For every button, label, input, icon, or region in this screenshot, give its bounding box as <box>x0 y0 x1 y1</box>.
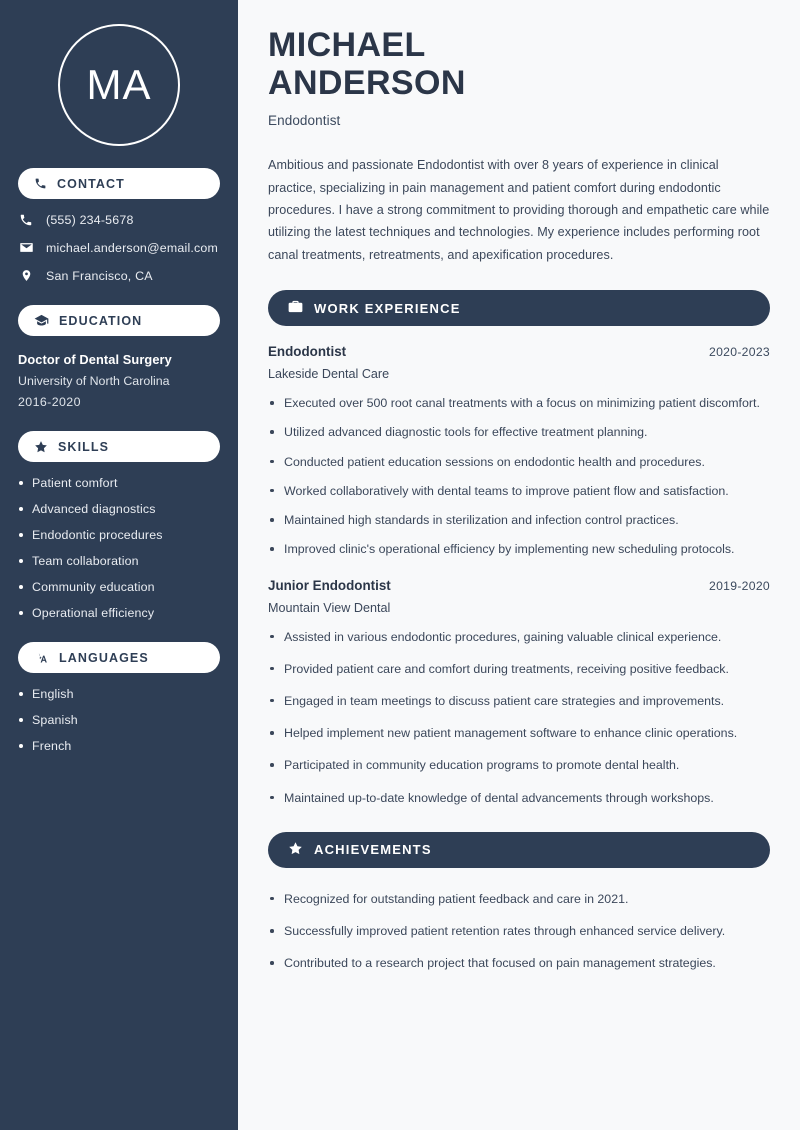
job-company: Mountain View Dental <box>268 600 391 615</box>
contact-list <box>18 213 220 283</box>
contact-phone-value: (555) 234-5678 <box>46 213 134 227</box>
education-school: University of North Carolina <box>18 374 170 388</box>
work-experience-heading: WORK EXPERIENCE <box>314 300 461 316</box>
list-item: Community education <box>18 580 220 594</box>
sidebar-section-contact <box>18 168 220 199</box>
education-entry <box>18 352 220 409</box>
avatar <box>18 24 220 146</box>
list-item: Advanced diagnostics <box>18 502 220 516</box>
contact-location <box>18 268 220 283</box>
list-item: Improved clinic's operational efficiency by implementing new scheduling protocols. <box>268 540 770 559</box>
phone-icon <box>34 177 47 190</box>
translate-icon <box>34 650 49 665</box>
last-name: ANDERSON <box>268 64 466 103</box>
skills-heading: SKILLS <box>58 439 110 454</box>
contact-email <box>18 240 220 255</box>
job-bullets <box>268 628 770 808</box>
page-title <box>268 26 770 102</box>
main-content <box>238 0 800 1130</box>
list-item: Executed over 500 root canal treatments with a focus on minimizing patient discomfort. <box>268 394 770 413</box>
star-icon <box>288 841 303 859</box>
job-bullets <box>268 394 770 559</box>
education-degree: Doctor of Dental Surgery <box>18 352 172 367</box>
list-item: Operational efficiency <box>18 606 220 620</box>
section-header-work-experience <box>268 290 770 326</box>
education-years: 2016-2020 <box>18 395 81 409</box>
achievements-list <box>268 890 770 974</box>
monogram-initials: MA <box>58 24 180 146</box>
list-item: Assisted in various endodontic procedures, gaining valuable clinical experience. <box>268 628 770 647</box>
contact-location-value: San Francisco, CA <box>46 268 153 283</box>
list-item: Contributed to a research project that focused on pain management strategies. <box>268 954 770 973</box>
languages-heading: LANGUAGES <box>59 650 149 665</box>
briefcase-icon <box>288 299 303 317</box>
list-item: Participated in community education programs to promote dental health. <box>268 756 770 775</box>
list-item: Team collaboration <box>18 554 220 568</box>
list-item: Worked collaboratively with dental teams to improve patient flow and satisfaction. <box>268 482 770 501</box>
graduation-cap-icon <box>34 313 49 328</box>
sidebar <box>0 0 238 1130</box>
star-icon <box>34 440 48 454</box>
job-dates: 2020-2023 <box>709 345 770 360</box>
list-item: Recognized for outstanding patient feedback and care in 2021. <box>268 890 770 909</box>
achievements-heading: ACHIEVEMENTS <box>314 842 432 858</box>
sidebar-section-languages <box>18 642 220 673</box>
list-item: Engaged in team meetings to discuss patient care strategies and improvements. <box>268 692 770 711</box>
job-dates: 2019-2020 <box>709 578 770 593</box>
contact-heading: CONTACT <box>57 176 125 191</box>
first-name: MICHAEL <box>268 26 426 64</box>
job-entry <box>268 344 770 559</box>
section-header-achievements <box>268 832 770 868</box>
education-heading: EDUCATION <box>59 313 143 328</box>
list-item: English <box>18 687 220 701</box>
list-item: Helped implement new patient management software to enhance clinic operations. <box>268 724 770 743</box>
skills-list <box>18 476 220 620</box>
list-item: Maintained up-to-date knowledge of dental advancements through workshops. <box>268 789 770 808</box>
list-item: French <box>18 739 220 753</box>
job-title: Junior Endodontist <box>268 577 391 593</box>
languages-list <box>18 687 220 753</box>
list-item: Provided patient care and comfort during treatments, receiving positive feedback. <box>268 660 770 679</box>
sidebar-section-skills <box>18 431 220 462</box>
list-item: Utilized advanced diagnostic tools for effective treatment planning. <box>268 423 770 442</box>
job-title: Endodontist <box>268 344 347 360</box>
list-item: Successfully improved patient retention rates through enhanced service delivery. <box>268 922 770 941</box>
list-item: Endodontic procedures <box>18 528 220 542</box>
job-entry <box>268 578 770 808</box>
list-item: Spanish <box>18 713 220 727</box>
list-item: Patient comfort <box>18 476 220 490</box>
phone-icon <box>18 213 34 227</box>
professional-summary: Ambitious and passionate Endodontist with over 8 years of experience in clinical practice, specializing in pain management and patient comfort during endodontic procedures. I have a strong commitment to providing thorough and empathetic care while utilizing the latest techniques and technologies. My experience includes performing root canal treatments, retreatments, and apexification procedures. <box>268 158 770 262</box>
list-item: Conducted patient education sessions on endodontic health and procedures. <box>268 453 770 472</box>
list-item: Maintained high standards in sterilization and infection control practices. <box>268 511 770 530</box>
sidebar-section-education <box>18 305 220 336</box>
location-pin-icon <box>18 268 34 283</box>
job-company: Lakeside Dental Care <box>268 367 390 382</box>
contact-phone <box>18 213 220 227</box>
job-role-subtitle: Endodontist <box>268 113 341 129</box>
contact-email-value: michael.anderson@email.com <box>46 240 219 255</box>
envelope-icon <box>18 240 34 255</box>
